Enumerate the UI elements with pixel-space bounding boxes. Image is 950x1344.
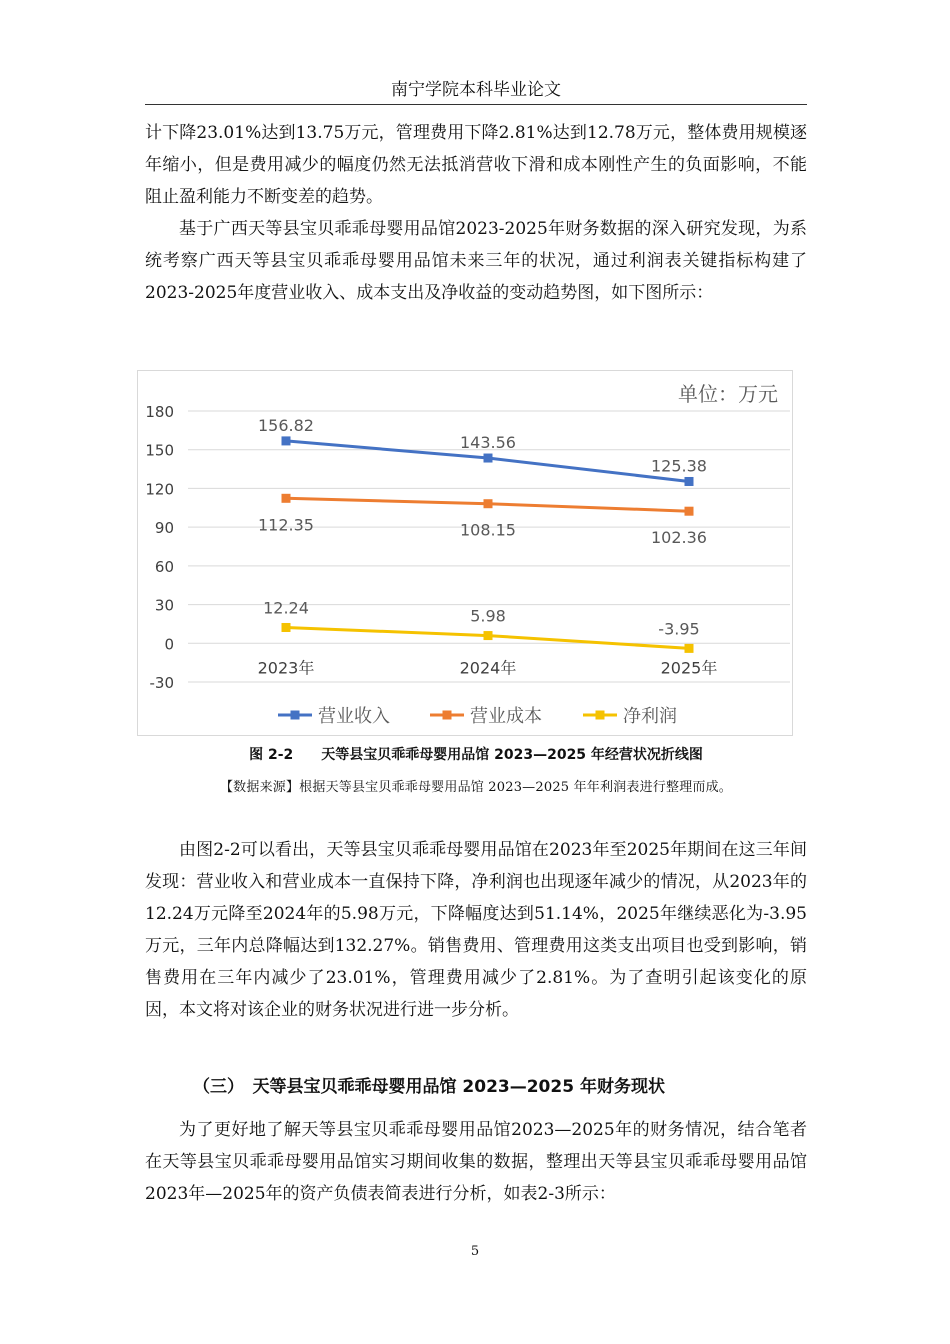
figure-source-note: 【数据来源】根据天等县宝贝乖乖母婴用品馆 2023—2025 年年利润表进行整理而成。 xyxy=(219,780,733,795)
x-tick-label: 2023年 xyxy=(257,658,315,678)
legend-entry: 营业收入 xyxy=(318,706,390,727)
data-point xyxy=(282,623,291,632)
data-point xyxy=(282,494,291,503)
data-label: 5.98 xyxy=(470,606,506,626)
page-number: 5 xyxy=(470,1244,480,1259)
body-text-bottom xyxy=(145,1114,807,1210)
legend-entry: 净利润 xyxy=(623,706,677,727)
body-text-mid xyxy=(145,834,807,1026)
figure-caption: 图 2-2 天等县宝贝乖乖母婴用品馆 2023—2025 年经营状况折线图 xyxy=(249,747,703,763)
data-label: 12.24 xyxy=(263,598,309,618)
data-label: 125.38 xyxy=(651,456,707,476)
y-tick-label: 60 xyxy=(154,557,174,576)
data-point xyxy=(484,499,493,508)
legend-marker xyxy=(291,711,300,720)
paragraph-intro-chart: 基于广西天等县宝贝乖乖母婴用品馆2023-2025年财务数据的深入研究发现，为系统考察广西天等县宝贝乖乖母婴用品馆未来三年的状况，通过利润表关键指标构建了2023-2025年度营业收入、成本支出及净收益的变动趋势图，如下图所示： xyxy=(145,219,807,303)
paragraph-chart-analysis: 由图2-2可以看出，天等县宝贝乖乖母婴用品馆在2023年至2025年期间在这三年间发现：营业收入和营业成本一直保持下降，净利润也出现逐年减少的情况，从2023年的12.24万元降至2024年的5.98万元，下降幅度达到51.14%，2025年继续恶化为-3.95万元，三年内总降幅达到132.27%。销售费用、管理费用这类支出项目也受到影响，销售费用在三年内减少了23.01%，管理费用减少了2.81%。为了查明引起该变化的原因，本文将对该企业的财务状况进行进一步分析。 xyxy=(145,840,807,1020)
running-header: 南宁学院本科毕业论文 xyxy=(145,78,807,105)
x-tick-label: 2025年 xyxy=(660,658,718,678)
paragraph-balance-sheet-intro: 为了更好地了解天等县宝贝乖乖母婴用品馆2023—2025年的财务情况，结合笔者在天等县宝贝乖乖母婴用品馆实习期间收集的数据，整理出天等县宝贝乖乖母婴用品馆2023年—2025年的资产负债表简表进行分析，如表2-3所示： xyxy=(145,1120,807,1204)
line-chart xyxy=(138,371,792,735)
data-point xyxy=(484,454,493,463)
y-tick-label: 90 xyxy=(154,519,174,538)
y-tick-label: -30 xyxy=(149,674,174,692)
data-label: 108.15 xyxy=(460,520,516,540)
y-tick-label: 0 xyxy=(164,635,174,654)
data-label: 102.36 xyxy=(651,528,707,548)
legend-entry: 营业成本 xyxy=(470,706,542,727)
legend-marker xyxy=(596,711,605,720)
data-label: 112.35 xyxy=(258,515,314,535)
data-point xyxy=(685,507,694,516)
data-point xyxy=(685,477,694,486)
data-label: 143.56 xyxy=(460,433,516,453)
data-point xyxy=(685,644,694,653)
data-point xyxy=(484,631,493,640)
paragraph-continued: 计下降23.01%达到13.75万元，管理费用下降2.81%达到12.78万元，整体费用规模逐年缩小，但是费用减少的幅度仍然无法抵消营收下滑和成本刚性产生的负面影响，不能阻止盈利能力不断变差的趋势。 xyxy=(145,123,807,207)
data-label: -3.95 xyxy=(658,619,700,639)
data-label: 156.82 xyxy=(258,415,314,435)
data-point xyxy=(282,436,291,445)
legend-marker xyxy=(443,711,452,720)
x-tick-label: 2024年 xyxy=(459,658,517,678)
y-tick-label: 30 xyxy=(154,596,174,615)
line-chart-frame xyxy=(137,370,793,736)
unit-label: 单位：万元 xyxy=(678,382,778,406)
y-tick-label: 120 xyxy=(145,480,174,499)
section-heading: （三） 天等县宝贝乖乖母婴用品馆 2023—2025 年财务现状 xyxy=(193,1077,665,1097)
body-text-top xyxy=(145,117,807,309)
y-tick-label: 180 xyxy=(145,403,174,421)
y-tick-label: 150 xyxy=(145,441,174,460)
